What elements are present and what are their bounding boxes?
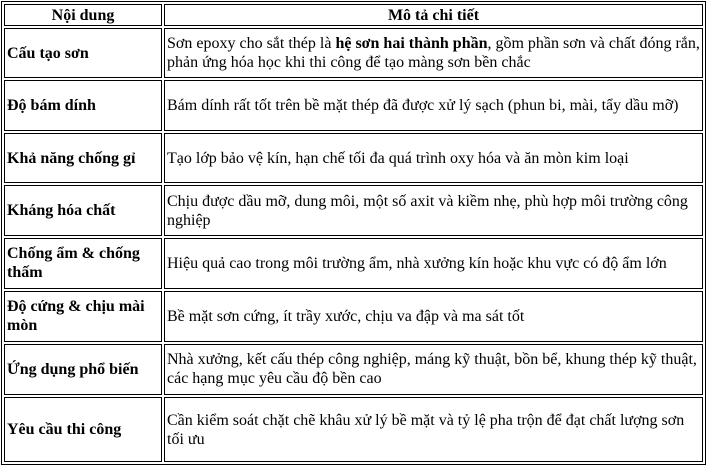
row-description: Chịu được dầu mỡ, dung môi, một số axit và kiềm nhẹ, phù hợp môi trường công nghiệp — [164, 185, 703, 235]
table-row — [4, 28, 703, 78]
description-text: Sơn epoxy cho sắt thép là — [167, 35, 336, 53]
row-label: Kháng hóa chất — [4, 185, 162, 235]
row-label: Chống ẩm & chống thấm — [4, 238, 162, 289]
description-text: , gồm phần sơn và chất đóng rắn, phản ứng hóa học khi thi công để tạo màng sơn bền chắc — [167, 35, 700, 72]
table-row — [4, 238, 703, 289]
row-label: Độ bám dính — [4, 80, 162, 130]
row-label: Ứng dụng phổ biến — [4, 344, 162, 395]
epoxy-spec-table — [1, 1, 706, 465]
table-row — [4, 397, 703, 462]
table-header-row — [4, 4, 703, 26]
row-description: Bám dính rất tốt trên bề mặt thép đã được xử lý sạch (phun bi, mài, tẩy dầu mỡ) — [164, 80, 703, 130]
table-row — [4, 80, 703, 130]
table-row — [4, 185, 703, 235]
column-header-content: Nội dung — [4, 4, 162, 26]
row-label: Cấu tạo sơn — [4, 28, 162, 78]
row-label: Độ cứng & chịu mài mòn — [4, 291, 162, 341]
row-description: Cần kiểm soát chặt chẽ khâu xử lý bề mặt và tỷ lệ pha trộn để đạt chất lượng sơn tối ưu — [164, 397, 703, 462]
description-emphasis: hệ sơn hai thành phần — [335, 35, 488, 53]
table-row — [4, 291, 703, 341]
row-description: Bề mặt sơn cứng, ít trầy xước, chịu va đập và ma sát tốt — [164, 291, 703, 341]
column-header-description: Mô tả chi tiết — [164, 4, 703, 26]
row-description: Hiệu quả cao trong môi trường ẩm, nhà xưởng kín hoặc khu vực có độ ẩm lớn — [164, 238, 703, 289]
row-description: Nhà xưởng, kết cấu thép công nghiệp, máng kỹ thuật, bồn bể, khung thép kỹ thuật, các hạng mục yêu cầu độ bền cao — [164, 344, 703, 395]
table-row — [4, 344, 703, 395]
row-label: Khả năng chống gỉ — [4, 133, 162, 183]
row-label: Yêu cầu thi công — [4, 397, 162, 462]
row-description: Tạo lớp bảo vệ kín, hạn chế tối đa quá trình oxy hóa và ăn mòn kim loại — [164, 133, 703, 183]
row-description — [164, 28, 703, 78]
table-row — [4, 133, 703, 183]
